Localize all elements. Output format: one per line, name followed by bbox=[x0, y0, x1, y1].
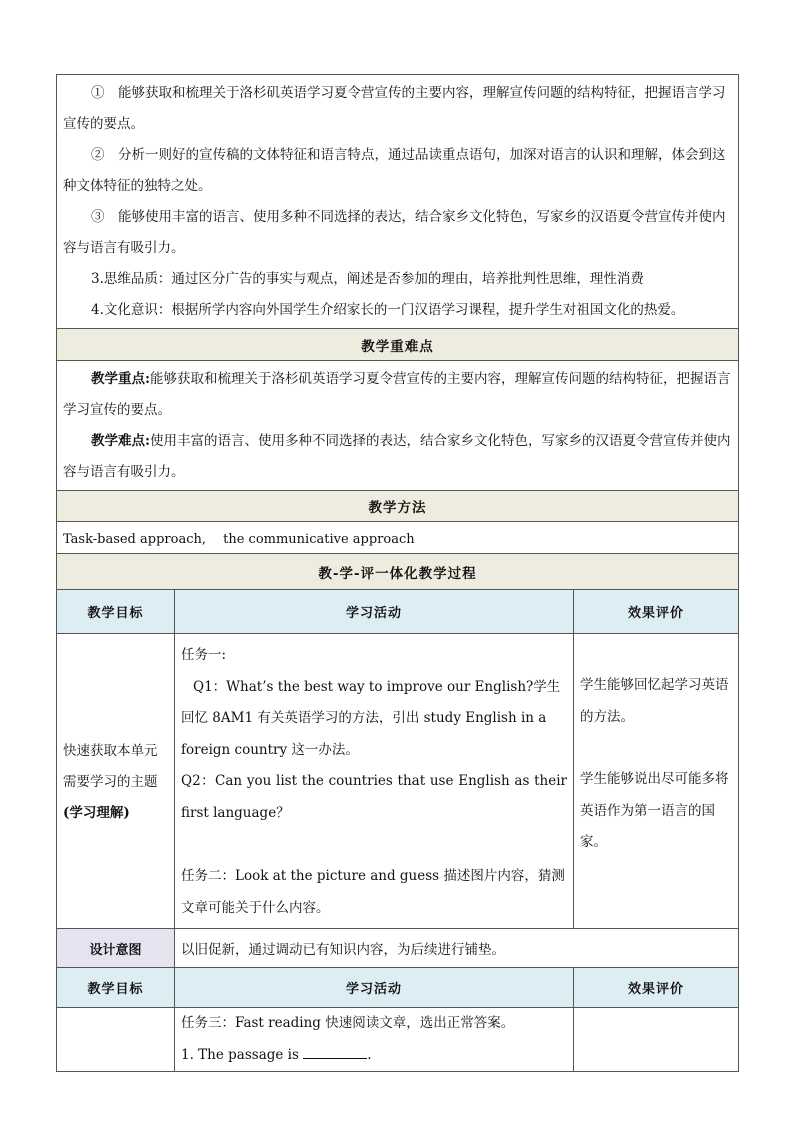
objective-2: ② 分析一则好的宣传稿的文体特征和语言特点，通过品读重点语句，加深对语言的认识和理解，体会到这种文体特征的独特之处。 bbox=[63, 147, 726, 194]
process-header-row bbox=[57, 554, 739, 590]
process-row-2 bbox=[57, 1008, 739, 1072]
goal-level: (学习理解) bbox=[63, 804, 130, 821]
objective-3: ③ 能够使用丰富的语言、使用多种不同选择的表达，结合家乡文化特色，写家乡的汉语夏令营宣传并使内容与语言有吸引力。 bbox=[63, 209, 726, 256]
process-column-header-row-2 bbox=[57, 968, 739, 1008]
col-header-goal-2: 教学目标 bbox=[57, 968, 175, 1008]
teaching-focus bbox=[57, 364, 738, 426]
eval-cell-2 bbox=[574, 1008, 739, 1072]
task3-q1-prefix: 1. The passage is bbox=[181, 1046, 304, 1063]
design-intent-row bbox=[57, 929, 739, 968]
task1-q1: Q1：What’s the best way to improve our English?学生回忆 8AM1 有关英语学习的方法，引出 study English in a foreign country 这一办法。 bbox=[181, 678, 561, 758]
spacer bbox=[580, 733, 732, 764]
col-header-goal: 教学目标 bbox=[57, 590, 175, 634]
focus-text: 能够获取和梳理关于洛杉矶英语学习夏令营宣传的主要内容，理解宣传问题的结构特征，把握语言学习宣传的要点。 bbox=[63, 371, 731, 418]
goal-cell-2 bbox=[57, 1008, 175, 1072]
design-intent-text: 以旧促新，通过调动已有知识内容，为后续进行铺垫。 bbox=[175, 929, 739, 968]
process-column-header-row bbox=[57, 590, 739, 634]
col-header-activity: 学习活动 bbox=[175, 590, 574, 634]
methods-text: Task-based approach, the communicative approach bbox=[57, 522, 739, 554]
difficulty-text: 使用丰富的语言、使用多种不同选择的表达，结合家乡文化特色，写家乡的汉语夏令营宣传并使内容与语言有吸引力。 bbox=[63, 433, 731, 480]
eval-1: 学生能够回忆起学习英语的方法。 bbox=[580, 677, 729, 725]
spacer bbox=[181, 829, 567, 861]
lesson-plan-table bbox=[56, 74, 739, 1072]
key-points-row bbox=[57, 361, 739, 491]
objective-1: ① 能够获取和梳理关于洛杉矶英语学习夏令营宣传的主要内容，理解宣传问题的结构特征，把握语言学习宣传的要点。 bbox=[63, 85, 726, 132]
design-intent-label: 设计意图 bbox=[57, 929, 175, 968]
col-header-activity-2: 学习活动 bbox=[175, 968, 574, 1008]
eval-cell-1 bbox=[574, 634, 739, 929]
objectives-cell bbox=[57, 75, 739, 329]
task3-q1-suffix: . bbox=[367, 1046, 372, 1063]
key-points-cell bbox=[57, 361, 739, 491]
lesson-plan-page bbox=[56, 74, 738, 1072]
key-points-header-row bbox=[57, 329, 739, 361]
col-header-eval-2: 效果评价 bbox=[574, 968, 739, 1008]
process-header: 教-学-评一体化教学过程 bbox=[57, 554, 739, 590]
objective-thinking: 3.思维品质：通过区分广告的事实与观点，阐述是否参加的理由，培养批判性思维，理性消费 bbox=[91, 271, 644, 287]
goal-text: 快速获取本单元需要学习的主题 bbox=[63, 742, 158, 790]
task3-q1 bbox=[181, 1040, 567, 1072]
task1-q2: Q2：Can you list the countries that use English as their first language？ bbox=[181, 773, 567, 821]
focus-label: 教学重点: bbox=[91, 371, 150, 387]
activity-cell-1 bbox=[175, 634, 574, 929]
task2: 任务二：Look at the picture and guess 描述图片内容，猜测文章可能关于什么内容。 bbox=[181, 868, 565, 916]
col-header-eval: 效果评价 bbox=[574, 590, 739, 634]
answer-blank bbox=[303, 1044, 367, 1059]
activity-cell-2 bbox=[175, 1008, 574, 1072]
process-row-1 bbox=[57, 634, 739, 929]
methods-row bbox=[57, 522, 739, 554]
goal-cell-1 bbox=[57, 634, 175, 929]
objectives-row bbox=[57, 75, 739, 329]
difficulty-label: 教学难点: bbox=[91, 433, 150, 449]
methods-header-row bbox=[57, 491, 739, 522]
methods-header: 教学方法 bbox=[57, 491, 739, 522]
teaching-difficulty bbox=[57, 426, 738, 488]
task1-title: 任务一: bbox=[181, 647, 227, 663]
key-points-header: 教学重难点 bbox=[57, 329, 739, 361]
task3: 任务三：Fast reading 快速阅读文章，选出正常答案。 bbox=[181, 1015, 515, 1031]
eval-2: 学生能够说出尽可能多将英语作为第一语言的国家。 bbox=[580, 771, 729, 850]
objective-culture: 4.文化意识：根据所学内容向外国学生介绍家长的一门汉语学习课程，提升学生对祖国文化的热爱。 bbox=[91, 302, 685, 318]
